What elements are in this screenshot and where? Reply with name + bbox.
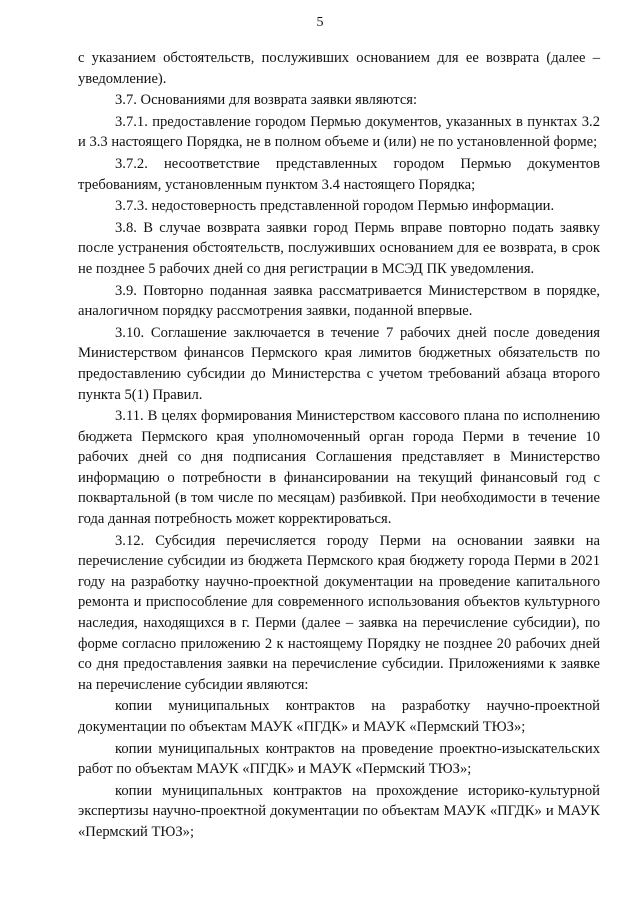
paragraph-continuation: с указанием обстоятельств, послуживших основанием для ее возврата (далее – уведомление). — [78, 50, 600, 87]
paragraph-3-7-2: 3.7.2. несоответствие представленных городом Пермью документов требованиям, установленным пунктом 3.4 настоящего Порядка; — [78, 155, 600, 193]
list-item-contracts-expertise: копии муниципальных контрактов на прохождение историко-культурной экспертизы научно-проектной документации по объектам МАУК «ПГДК» и МАУК «Пермский ТЮЗ»; — [78, 782, 600, 840]
paragraph-3-8: 3.8. В случае возврата заявки город Пермь вправе повторно подать заявку после устранения обстоятельств, послуживших основанием для ее возврата, в срок не позднее 5 рабочих дней со дня регистрации в МСЭД ПК уведомления. — [78, 219, 600, 277]
paragraph-3-7-1: 3.7.1. предоставление городом Пермью документов, указанных в пунктах 3.2 и 3.3 настоящего Порядка, не в полном объеме и (или) не по установленной форме; — [78, 113, 600, 151]
list-item-contracts-survey: копии муниципальных контрактов на проведение проектно-изыскательских работ по объектам МАУК «ПГДК» и МАУК «Пермский ТЮЗ»; — [78, 740, 600, 778]
paragraph-3-7-3: 3.7.3. недостоверность представленной городом Пермью информации. — [115, 198, 555, 215]
paragraph-3-11: 3.11. В целях формирования Министерством кассового плана по исполнению бюджета Пермского края уполномоченный орган города Перми в течение 10 рабочих дней со дня подписания Соглашения представляет в Министерство информацию о потребности в финансировании на текущий финансовый год с поквартальной (в том числе по месяцам) разбивкой. При необходимости в течение года данная потребность может корректироваться. — [78, 408, 600, 528]
document-body — [78, 48, 600, 844]
paragraph-3-7: 3.7. Основаниями для возврата заявки являются: — [115, 92, 418, 109]
paragraph-3-12: 3.12. Субсидия перечисляется городу Перми на основании заявки на перечисление субсидии из бюджета Пермского края бюджету города Перми в 2021 году на разработку научно-проектной документации на проведение капитального ремонта и приспособление для современного использования объектов культурного наследия, находящихся в г. Перми (далее – заявка на перечисление субсидии), по форме согласно приложению 2 к настоящему Порядку не позднее 20 рабочих дней со дня предоставления заявки на перечисление субсидии. Приложениями к заявке на перечисление субсидии являются: — [78, 532, 600, 693]
page-number: 5 — [316, 15, 324, 30]
list-item-contracts-design: копии муниципальных контрактов на разработку научно-проектной документации по объектам МАУК «ПГДК» и МАУК «Пермский ТЮЗ»; — [78, 698, 600, 735]
paragraph-3-9: 3.9. Повторно поданная заявка рассматривается Министерством в порядке, аналогичном порядку рассмотрения заявки, поданной впервые. — [78, 282, 600, 320]
paragraph-3-10: 3.10. Соглашение заключается в течение 7 рабочих дней после доведения Министерством финансов Пермского края лимитов бюджетных обязательств по предоставлению субсидии до Министерства с учетом требований абзаца второго пункта 5(1) Правил. — [78, 324, 600, 403]
